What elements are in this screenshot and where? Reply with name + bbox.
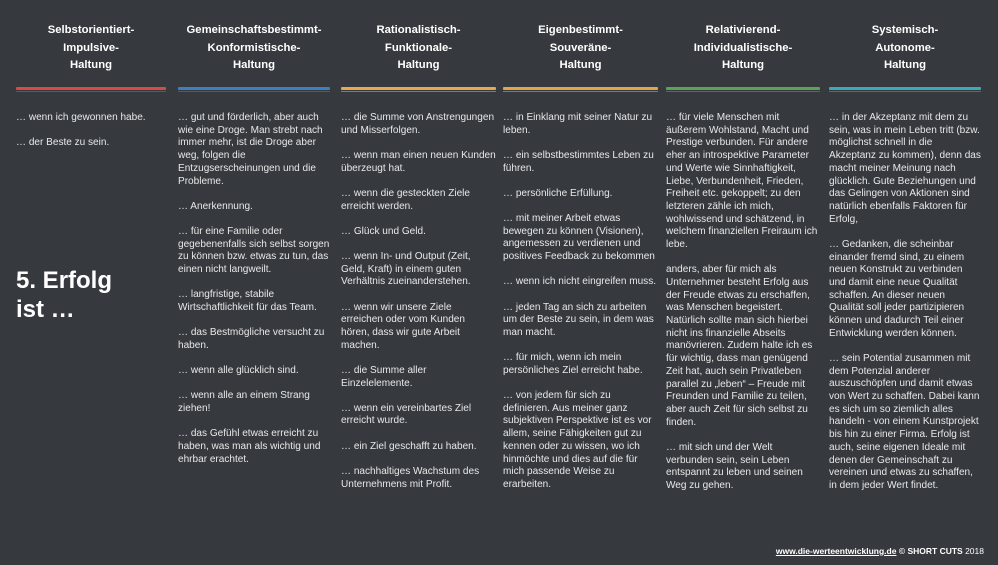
column-color-underline [341,91,496,92]
footer-year: 2018 [965,546,984,556]
column-paragraph: … wenn man einen neuen Kunden überzeugt hat. [341,149,496,174]
column-title [178,22,330,80]
column-color-bar [341,87,496,90]
column-paragraph: … wenn ein vereinbartes Ziel erreicht wurde. [341,402,472,427]
column-paragraph: anders, aber für mich als Unternehmer besteht Erfolg aus der Freude etwas zu erschaffen, was Menschen begeistert. Natürlich sollte man sich hierbei nicht ins finanzielle Abseits manövrieren. Zudem halte ich es für wichtig, dass man genügend Zeit hat, auch sein Privatleben parallel zu „leben“ – Freude mit Freunden und Familie zu teilen, aber auch Zeit für sich selbst zu finden. [666,264,813,428]
column-paragraph: … mit sich und der Welt verbunden sein, sein Leben entspannt zu leben und seinen Weg zu gehen. [666,441,803,491]
column-paragraph: … die Summe aller Einzelelemente. [341,364,427,389]
column-title-line: Haltung [232,59,276,71]
column-color-underline [178,91,330,92]
column-paragraph: … wenn die gesteckten Ziele erreicht werden. [341,187,471,212]
column-color-bar [666,87,820,90]
column-title-line: Haltung [559,59,602,71]
footer [776,546,984,556]
column-title-line: Eigenbestimmt- [538,24,623,36]
column-paragraph: … die Summe von Anstrengungen und Misserfolgen. [341,112,495,136]
footer-url-link[interactable]: www.die-werteentwicklung.de [775,546,897,556]
headline: 5. Erfolg ist … [16,267,113,323]
column-paragraph: … das Bestmögliche versucht zu haben. [178,327,325,351]
column-title-line: Selbstorientiert- [47,24,135,36]
column-paragraph: … ein Ziel geschafft zu haben. [341,440,477,452]
column-paragraph: … der Beste zu sein. [16,137,110,149]
column-color-bar [16,87,166,90]
column-color-underline [16,91,166,92]
column-paragraph: … wenn In- und Output (Zeit, Geld, Kraft) in einem guten Verhältnis zueinanderstehen. [341,250,471,288]
column-title [341,22,496,80]
value-column-1 [16,0,166,565]
column-body [341,112,496,504]
column-title [16,22,166,80]
value-column-5 [666,0,820,565]
column-paragraph: … jeden Tag an sich zu arbeiten um der Beste zu sein, in dem was man macht. [503,301,654,338]
column-paragraph: … sein Potential zusammen mit dem Potenzial anderer auszuschöpfen und damit etwas von Wert zu schaffen. Dabei kann es sich um so ziemlich alles handeln - von einem Kunstprojekt bis hin zu einer Firma. Erfolg ist auch, seine eigenen Ideale mit denen der Gemeinschaft zu vereinen und etwas zu schaffen, in dem jeder Wert findet. [829,352,980,491]
column-title-line: Haltung [883,59,927,71]
value-column-4 [503,0,658,565]
column-title-line: Systemisch- [871,24,939,36]
column-paragraph: … Glück und Geld. [341,225,426,237]
column-paragraph: … Anerkennung. [178,200,253,212]
column-body [829,112,981,505]
column-paragraph: … nachhaltiges Wachstum des Unternehmens mit Profit. [341,465,480,490]
column-body [666,112,820,505]
column-color-underline [829,91,981,92]
column-paragraph: … für eine Familie oder gegebenenfalls sich selbst sorgen zu können bzw. etwas zu tun, das einen nicht langweilt. [178,225,330,276]
column-paragraph: … Gedanken, die scheinbar einander fremd sind, zu einem neuen Konstrukt zu verbinden und damit eine neue Qualität schaffen. An dieser neuen Qualität soll jeder partizipieren können und dadurch Teil einer Entwicklung werden können. [829,238,965,339]
column-paragraph: … wenn ich gewonnen habe. [16,112,146,123]
column-title-line: Gemeinschaftsbestimmt- [186,24,322,36]
column-color-underline [503,91,658,92]
column-paragraph: … für viele Menschen mit äußerem Wohlstand, Macht und Prestige verbunden. Für andere eher an introspektive Parameter und Werte wie Sinnhaftigkeit, Liebe, Verbundenheit, Frieden, Freiheit etc. gekoppelt; zu den letzteren zähle ich mich, wohlwissend und schätzend, in welchem finanziellen Freiraum ich lebe. [666,112,818,251]
column-title-line: Konformistische- [207,41,301,54]
column-paragraph: … wenn ich nicht eingreifen muss. [503,276,657,288]
column-body [503,112,658,504]
column-title-line: Relativierend- [705,24,781,36]
column-title [666,22,820,80]
column-title-line: Haltung [721,59,765,71]
column-title-line: Souveräne- [549,41,612,54]
value-column-2 [178,0,330,565]
column-paragraph: … wenn alle glücklich sind. [178,365,299,377]
column-title [829,22,981,80]
column-title-line: Autonome- [875,41,935,54]
column-paragraph: … persönliche Erfüllung. [503,187,613,199]
column-paragraph: … gut und förderlich, aber auch wie eine Droge. Man strebt nach immer mehr, ist die Droge aber weg, folgen die Entzugserscheinungen und die Probleme. [178,112,323,187]
column-title-line: Haltung [69,59,113,71]
column-paragraph: … mit meiner Arbeit etwas bewegen zu können (Visionen), angemessen zu verdienen und positives Feedback zu bekommen [503,213,655,263]
column-color-bar [178,87,330,90]
column-color-bar [503,87,658,90]
column-title-line: Rationalistisch- [376,24,461,36]
column-paragraph: … wenn wir unsere Ziele erreichen oder vom Kunden hören, dass wir gute Arbeit machen. [341,301,465,351]
column-title-line: Individualistische- [693,41,793,54]
column-paragraph: … von jedem für sich zu definieren. Aus meiner ganz subjektiven Perspektive ist es vor allem, seine Fähigkeiten gut zu kennen oder zu wissen, wo ich hinmöchte und dies auf die für mich passende Weise zu erarbeiten. [503,390,652,490]
column-title-line: Funktionale- [384,41,453,54]
column-body [16,112,166,162]
column-paragraph: … wenn alle an einem Strang ziehen! [178,390,310,414]
column-paragraph: … das Gefühl etwas erreicht zu haben, was man als wichtig und ehrbar erachtet. [178,428,321,465]
column-paragraph: … ein selbstbestimmtes Leben zu führen. [503,149,654,174]
column-paragraph: … in Einklang mit seiner Natur zu leben. [503,112,653,136]
value-column-3 [341,0,496,565]
column-paragraph: … langfristige, stabile Wirtschaftlichkeit für das Team. [178,289,317,313]
column-title [503,22,658,80]
column-body [178,112,330,479]
column-color-bar [829,87,981,90]
column-title-line: Impulsive- [63,41,119,54]
column-paragraph: … für mich, wenn ich mein persönliches Ziel erreicht habe. [503,352,643,376]
value-column-6 [829,0,981,565]
column-paragraph: … in der Akzeptanz mit dem zu sein, was in mein Leben tritt (bzw. möglichst schnell in die Akzeptanz zu kommen), denn das macht meiner Meinung nach glücklich. Gute Beziehungen und das Gelingen von Aktionen sind natürlich ebenfalls Faktoren für Erfolg, [829,112,981,225]
footer-copyright: © SHORT CUTS [898,546,963,556]
column-color-underline [666,91,820,92]
column-title-line: Haltung [397,59,440,71]
